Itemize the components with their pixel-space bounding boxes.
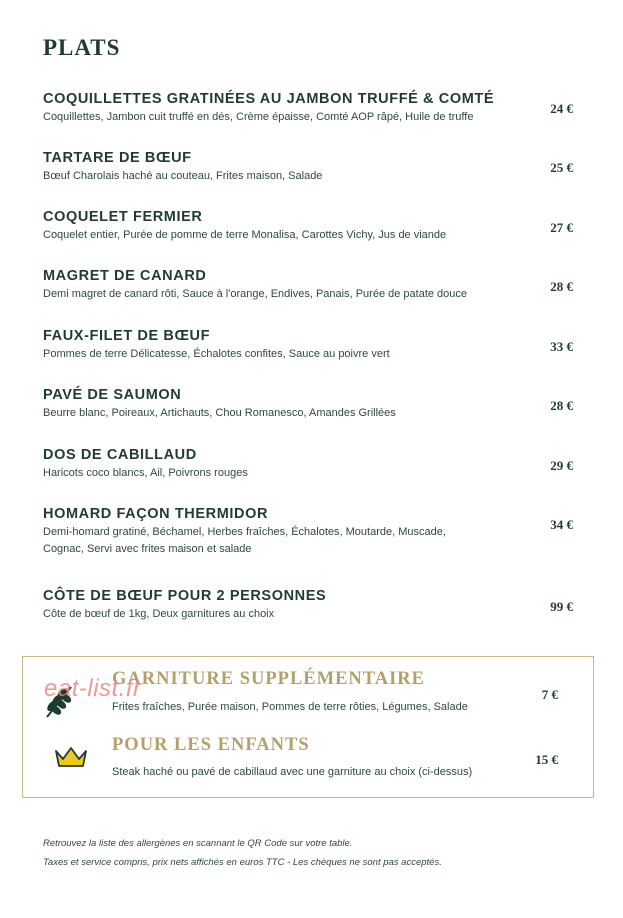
dish-name: DOS DE CABILLAUD: [43, 447, 197, 463]
page-title: PLATS: [43, 35, 121, 60]
footer-taxes: Taxes et service compris, prix nets affichés en euros TTC - Les chèques ne sont pas acceptés.: [43, 857, 442, 868]
dish-item: [43, 446, 573, 482]
dish-item: [43, 90, 573, 126]
watermark: eat-list.fr: [44, 675, 142, 702]
dish-name: FAUX-FILET DE BŒUF: [43, 328, 211, 344]
dish-description: Demi magret de canard rôti, Sauce à l'orange, Endives, Panais, Purée de patate douce: [43, 288, 468, 300]
dish-price: 28 €: [550, 279, 573, 294]
dish-item: [43, 267, 573, 303]
dish-price: 24 €: [550, 101, 573, 116]
dish-price: 28 €: [550, 398, 573, 413]
dish-price: 27 €: [550, 220, 573, 235]
extra-price: 7 €: [541, 687, 558, 702]
dish-description: Coquillettes, Jambon cuit truffé en dés, Crème épaisse, Comté AOP râpé, Huile de truffe: [43, 111, 474, 123]
dish-item: [43, 587, 573, 623]
footer-allergens: Retrouvez la liste des allergènes en scannant le QR Code sur votre table.: [43, 838, 353, 849]
dish-item: [43, 149, 573, 185]
dish-name: MAGRET DE CANARD: [43, 268, 207, 284]
dish-name: HOMARD FAÇON THERMIDOR: [43, 506, 269, 522]
dish-name: CÔTE DE BŒUF POUR 2 PERSONNES: [43, 588, 327, 604]
dish-item: [43, 386, 573, 422]
dish-description: Bœuf Charolais haché au couteau, Frites maison, Salade: [43, 170, 323, 182]
dish-price: 29 €: [550, 458, 573, 473]
crown-icon: [53, 745, 89, 774]
extra-name: GARNITURE SUPPLÉMENTAIRE: [112, 669, 426, 689]
dish-item: [43, 208, 573, 244]
dish-name: COQUELET FERMIER: [43, 209, 203, 225]
dish-description: Coquelet entier, Purée de pomme de terre Monalisa, Carottes Vichy, Jus de viande: [43, 229, 447, 241]
dish-price: 34 €: [550, 517, 573, 532]
extra-description: Frites fraîches, Purée maison, Pommes de terre rôties, Légumes, Salade: [112, 701, 468, 713]
dish-description: Demi-homard gratiné, Béchamel, Herbes fraîches, Échalotes, Moutarde, Muscade,: [43, 526, 446, 538]
dish-description: Pommes de terre Délicatesse, Échalotes confites, Sauce au poivre vert: [43, 348, 390, 360]
dish-price: 25 €: [550, 160, 573, 175]
dish-name: COQUILLETTES GRATINÉES AU JAMBON TRUFFÉ & COMTÉ: [43, 91, 495, 107]
dish-name: TARTARE DE BŒUF: [43, 150, 192, 166]
dish-item: [43, 505, 573, 558]
extra-description: Steak haché ou pavé de cabillaud avec une garniture au choix (ci-dessus): [112, 766, 473, 778]
extra-price: 15 €: [535, 752, 558, 767]
dish-description: Côte de bœuf de 1kg, Deux garnitures au choix: [43, 608, 275, 620]
extra-name: POUR LES ENFANTS: [112, 735, 310, 755]
dish-description: Haricots coco blancs, Ail, Poivrons rouges: [43, 467, 248, 479]
dish-description-continued: Cognac, Servi avec frites maison et salade: [43, 543, 252, 555]
dish-price: 33 €: [550, 339, 573, 354]
dish-description: Beurre blanc, Poireaux, Artichauts, Chou Romanesco, Amandes Grillées: [43, 407, 396, 419]
dish-name: PAVÉ DE SAUMON: [43, 387, 182, 403]
dish-item: [43, 327, 573, 363]
dish-price: 99 €: [550, 599, 573, 614]
